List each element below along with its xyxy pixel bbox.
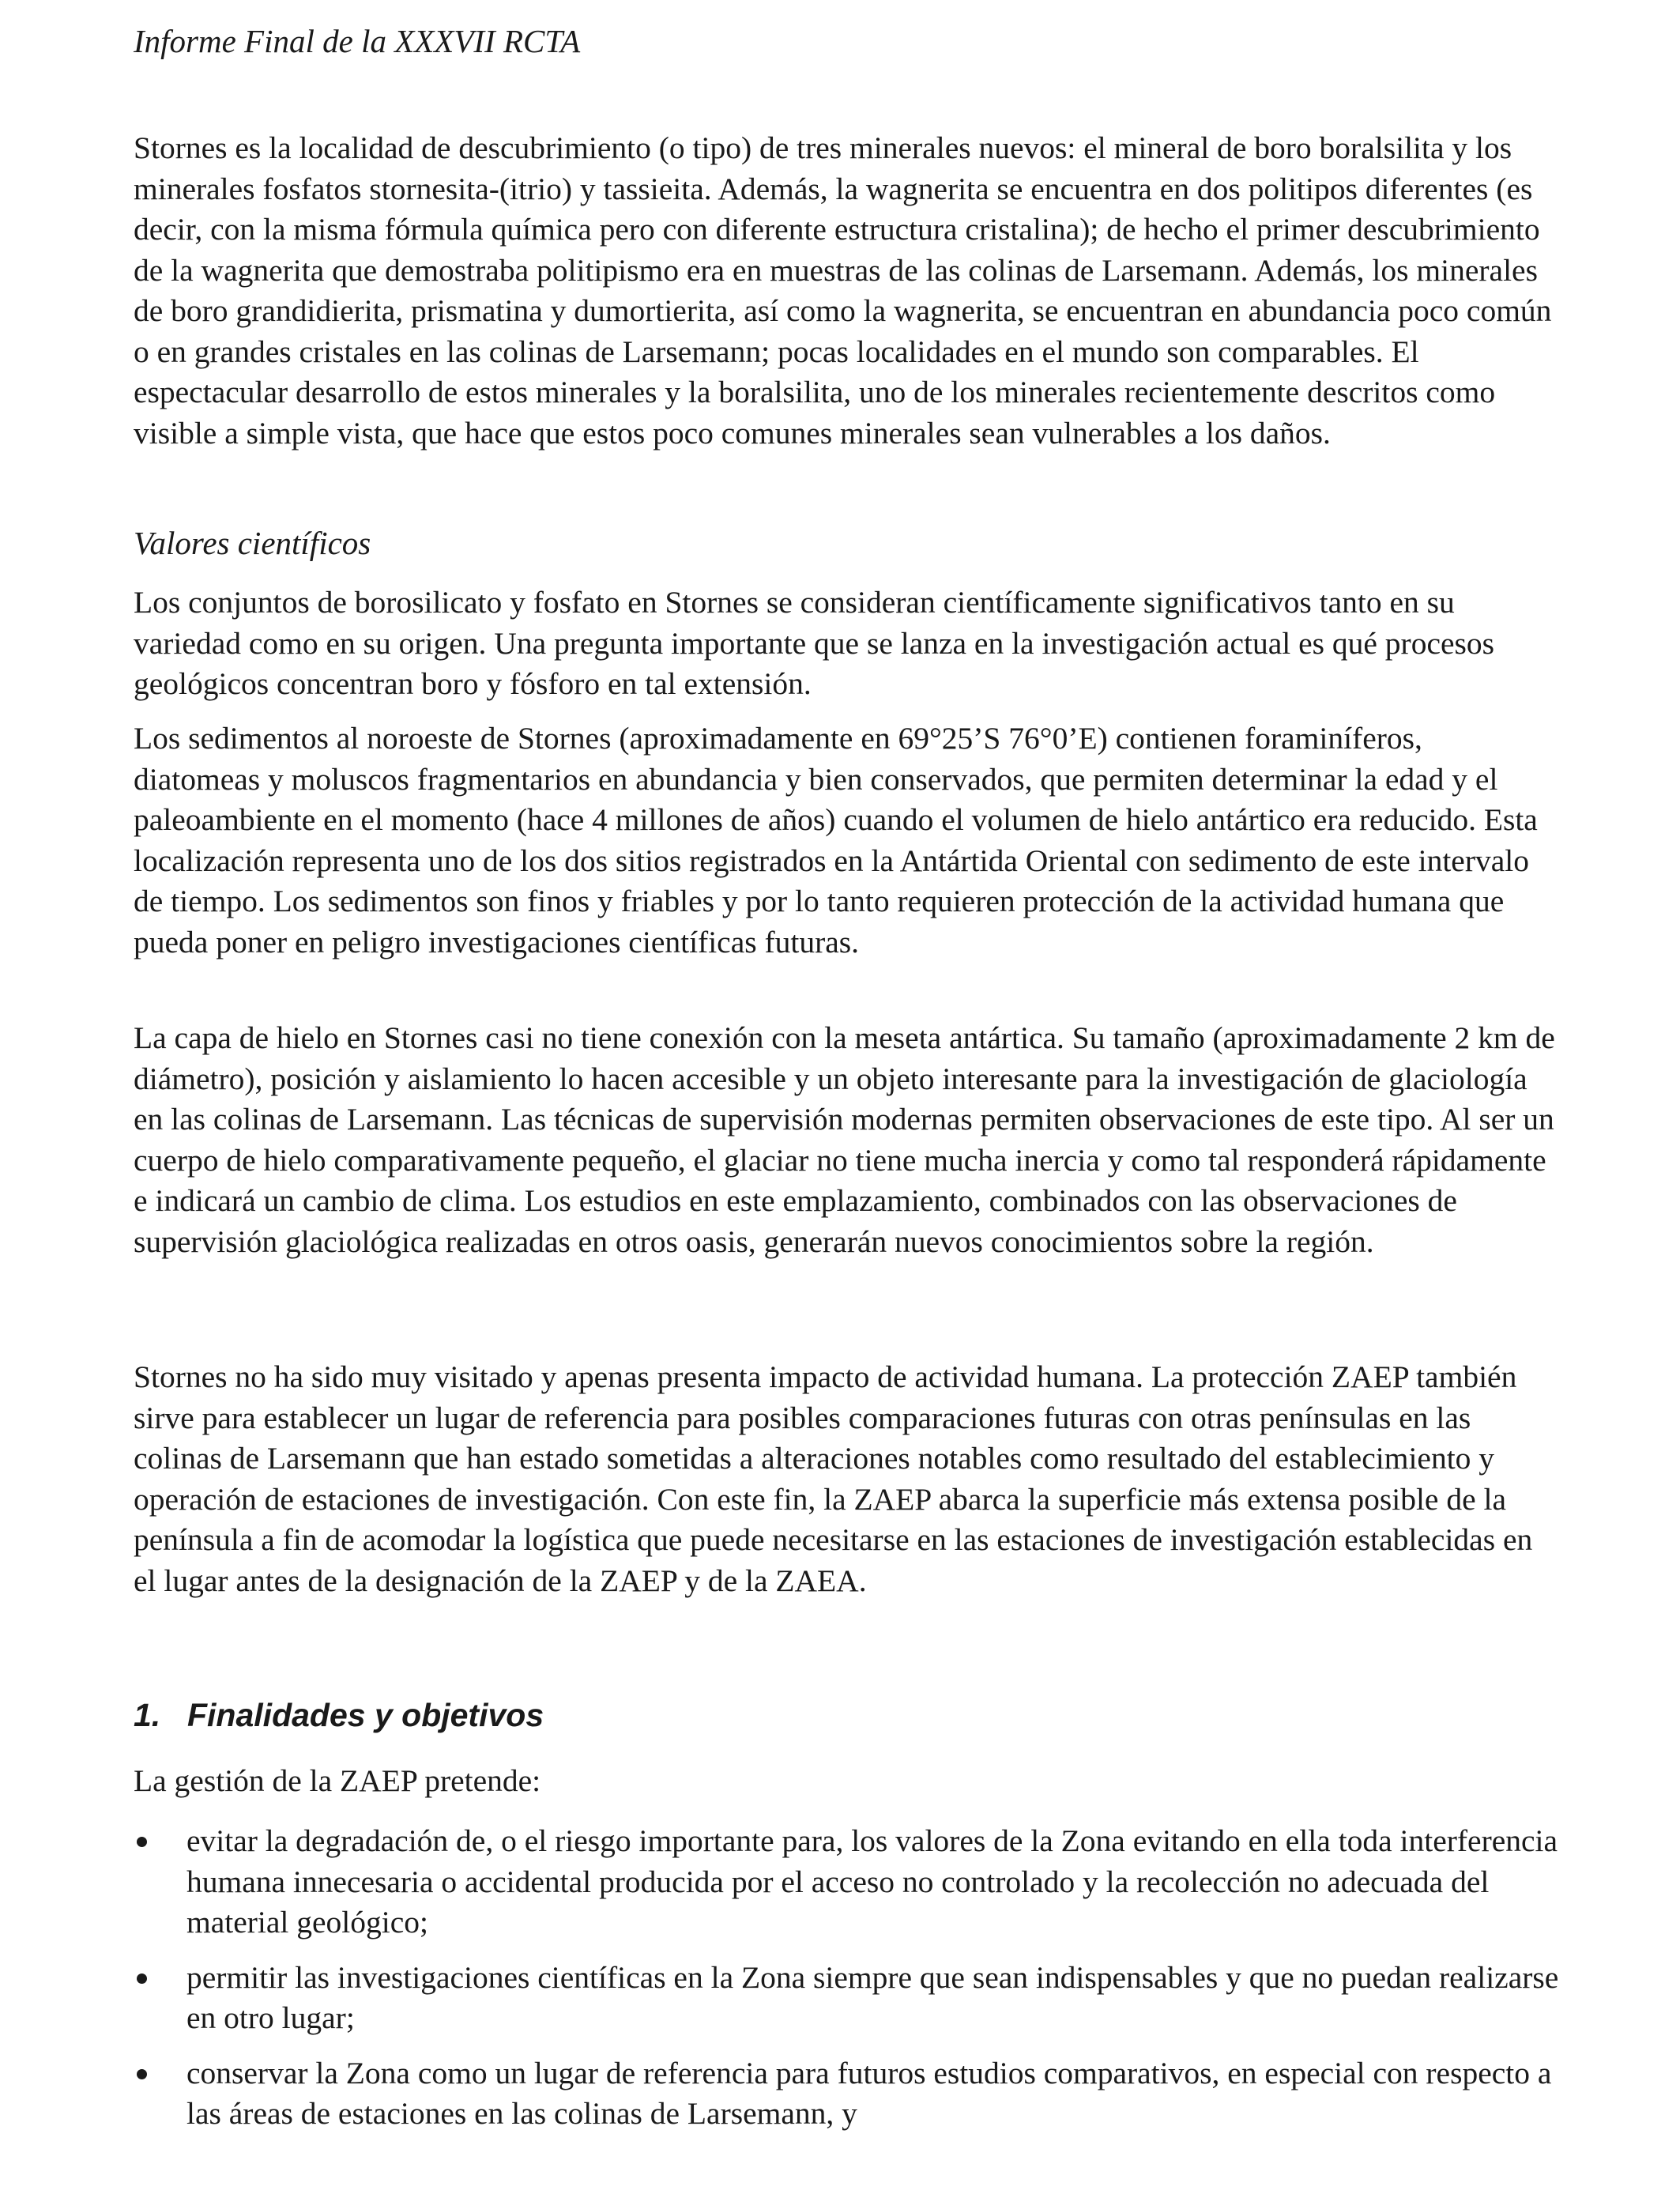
bullet-icon xyxy=(137,1973,147,1984)
running-header: Informe Final de la XXXVII RCTA xyxy=(134,23,581,59)
section-title: Finalidades y objetivos xyxy=(187,1697,544,1733)
bullet-icon xyxy=(137,2069,147,2079)
subheading-scientific-values: Valores científicos xyxy=(134,525,371,561)
body-paragraph: Los sedimentos al noroeste de Stornes (aproximadamente en 69°25’S 76°0’E) contienen foraminíferos, diatomeas y moluscos fragmentarios en abundancia y bien conservados, que permiten determinar la edad y el paleoambiente en el momento (hace 4 millones de años) cuando el volumen de hielo antártico era reducido. Esta localización representa uno de los dos sitios registrados en la Antártida Oriental con sedimento de este intervalo de tiempo. Los sedimentos son finos y friables y por lo tanto requieren protección de la actividad humana que pueda poner en peligro investigaciones científicas futuras. xyxy=(134,721,1538,959)
list-item-text: conservar la Zona como un lugar de referencia para futuros estudios comparativos, en especial con respecto a las áreas de estaciones en las colinas de Larsemann, y xyxy=(186,2055,1552,2131)
body-paragraph: Los conjuntos de borosilicato y fosfato en Stornes se consideran científicamente significativos tanto en su variedad como en su origen. Una pregunta importante que se lanza en la investigación actual es qué procesos geológicos concentran boro y fósforo en tal extensión. xyxy=(134,585,1495,701)
body-paragraph: Stornes no ha sido muy visitado y apenas presenta impacto de actividad humana. La protección ZAEP también sirve para establecer un lugar de referencia para posibles comparaciones futuras con otras penínsulas en las colinas de Larsemann que han estado sometidas a alteraciones notables como resultado del establecimiento y operación de estaciones de investigación. Con este fin, la ZAEP abarca la superficie más extensa posible de la península a fin de acomodar la logística que puede necesitarse en las estaciones de investigación establecidas en el lugar antes de la designación de la ZAEP y de la ZAEA. xyxy=(134,1359,1533,1598)
bullet-icon xyxy=(137,1837,147,1847)
section-intro: La gestión de la ZAEP pretende: xyxy=(134,1763,541,1798)
list-item-text: permitir las investigaciones científicas en la Zona siempre que sean indispensables y que no puedan realizarse en otro lugar; xyxy=(186,1959,1559,2035)
list-item xyxy=(134,2053,1564,2135)
objectives-list xyxy=(134,1821,1564,2149)
list-item-text: evitar la degradación de, o el riesgo importante para, los valores de la Zona evitando en ella toda interferencia humana innecesaria o accidental producida por el acceso no controlado y la recolección no adecuada del material geológico; xyxy=(186,1823,1558,1940)
list-item xyxy=(134,1958,1564,2039)
section-heading xyxy=(134,1695,544,1736)
body-paragraph: La capa de hielo en Stornes casi no tiene conexión con la meseta antártica. Su tamaño (aproximadamente 2 km de diámetro), posición y aislamiento lo hacen accesible y un objeto interesante para la investigación de glaciología en las colinas de Larsemann. Las técnicas de supervisión modernas permiten observaciones de este tipo. Al ser un cuerpo de hielo comparativamente pequeño, el glaciar no tiene mucha inercia y como tal responderá rápidamente e indicará un cambio de clima. Los estudios en este emplazamiento, combinados con las observaciones de supervisión glaciológica realizadas en otros oasis, generarán nuevos conocimientos sobre la región. xyxy=(134,1020,1555,1259)
body-paragraph: Stornes es la localidad de descubrimiento (o tipo) de tres minerales nuevos: el mineral de boro boralsilita y los minerales fosfatos stornesita-(itrio) y tassieita. Además, la wagnerita se encuentra en dos politipos diferentes (es decir, con la misma fórmula química pero con diferente estructura cristalina); de hecho el primer descubrimiento de la wagnerita que demostraba politipismo era en muestras de las colinas de Larsemann. Además, los minerales de boro grandidierita, prismatina y dumortierita, así como la wagnerita, se encuentran en abundancia poco común o en grandes cristales en las colinas de Larsemann; pocas localidades en el mundo son comparables. El espectacular desarrollo de estos minerales y la boralsilita, uno de los minerales recientemente descritos como visible a simple vista, que hace que estos poco comunes minerales sean vulnerables a los daños. xyxy=(134,130,1552,450)
section-number: 1. xyxy=(134,1697,161,1733)
list-item xyxy=(134,1821,1564,1943)
